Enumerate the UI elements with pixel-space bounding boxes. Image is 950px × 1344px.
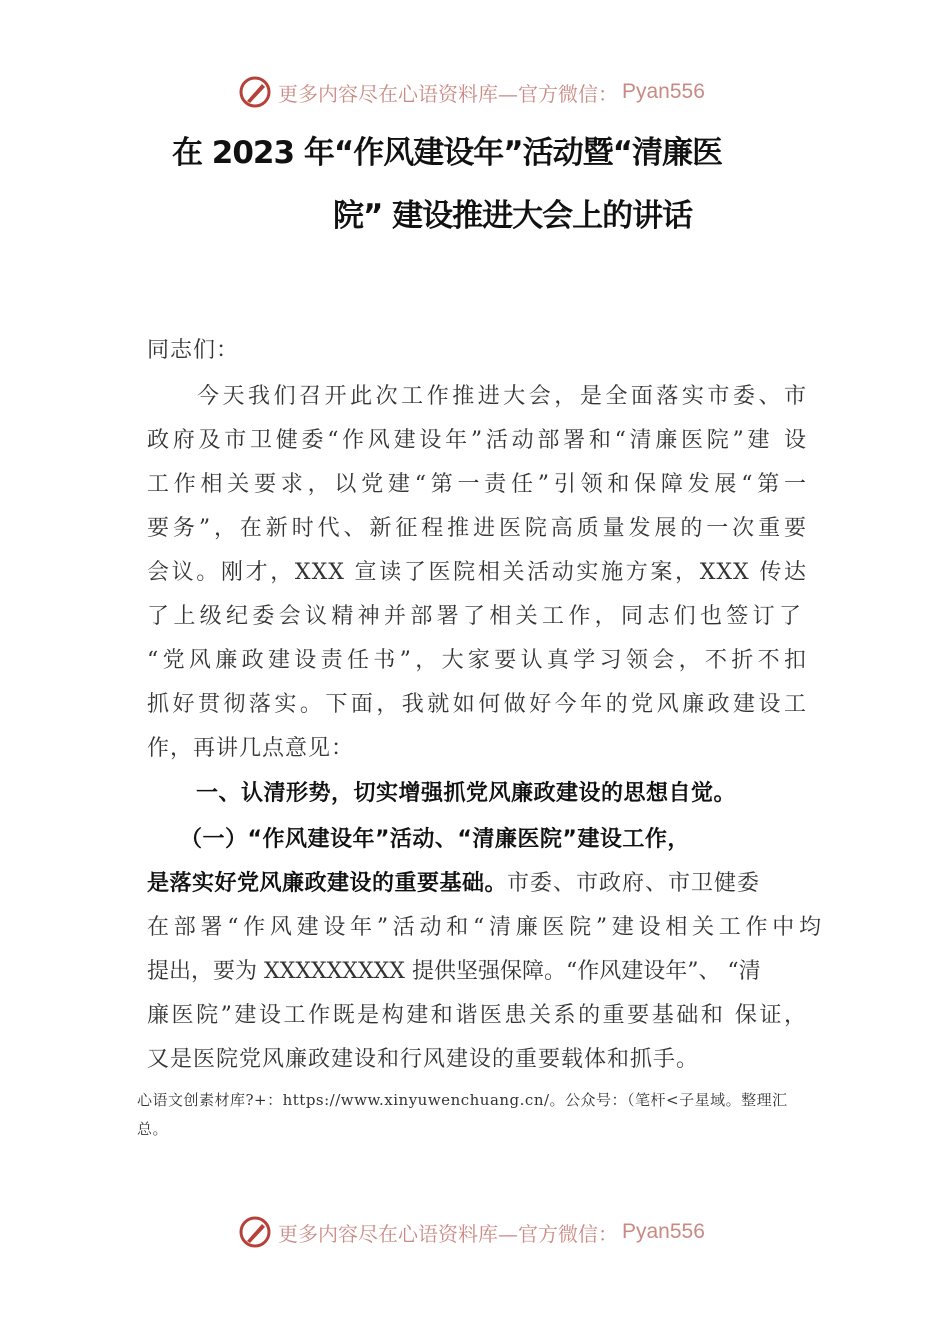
paragraph-line: 作，再讲几点意见： (147, 736, 355, 761)
page-title-line2: 院” 建设推进大会上的讲话 (333, 198, 693, 234)
paragraph-line: 在部署“作风建设年”活动和“清廉医院”建设相关工作中均 (147, 915, 822, 940)
paragraph-line: 今天我们召开此次工作推进大会，是全面落实市委、市 (197, 384, 807, 409)
paragraph-line: 工作相关要求，以党建“第一责任”引领和保障发展“第一 (147, 472, 807, 497)
subsection-heading: （一）“作风建设年”活动、“清廉医院”建设工作， (180, 827, 690, 852)
pen-logo-icon (238, 75, 272, 109)
paragraph-line: 要务”，在新时代、新征程推进医院高质量发展的一次重要 (147, 516, 807, 541)
watermark-wechat: Pyan556 (622, 80, 705, 103)
page-title-line1: 在 2023 年“作风建设年”活动暨“清廉医 (172, 135, 722, 171)
paragraph-text: 市委、市政府、市卫健委 (507, 871, 761, 896)
paragraph-line: “党风廉政建设责任书”，大家要认真学习领会，不折不扣 (147, 648, 807, 673)
watermark-header (238, 74, 705, 110)
paragraph-line: 又是医院党风廉政建设和行风建设的重要载体和抓手。 (147, 1047, 700, 1072)
paragraph-line: 廉医院”建设工作既是构建和谐医患关系的重要基础和 保证， (147, 1003, 807, 1028)
pen-logo-icon (238, 1215, 272, 1249)
source-note: 心语文创素材库?+：https://www.xinyuwenchuang.cn/。公众号：（笔杆<子星域。整理汇 (137, 1091, 788, 1109)
paragraph-line: 会议。刚才，XXX 宣读了医院相关活动实施方案，XXX 传达 (147, 560, 807, 585)
paragraph-line: 提出，要为 XXXXXXXXX 提供坚强保障。“作风建设年”、 “清 (147, 959, 761, 984)
watermark-wechat: Pyan556 (622, 1220, 705, 1243)
subsection-heading-cont: 是落实好党风廉政建设的重要基础。 (147, 871, 508, 896)
paragraph-line (147, 869, 807, 899)
paragraph-line: 政府及市卫健委“作风建设年”活动部署和“清廉医院”建 设 (147, 428, 807, 453)
section-heading: 一、认清形势，切实增强抓党风廉政建设的思想自觉。 (196, 781, 737, 806)
paragraph-line: 抓好贯彻落实。下面，我就如何做好今年的党风廉政建设工 (147, 692, 807, 717)
source-note: 总。 (137, 1120, 169, 1138)
watermark-text: 更多内容尽在心语资料库—官方微信： (278, 1221, 618, 1246)
watermark-footer (238, 1214, 705, 1250)
paragraph-line: 了上级纪委会议精神并部署了相关工作，同志们也签订了 (147, 604, 802, 629)
watermark-text: 更多内容尽在心语资料库—官方微信： (278, 81, 618, 106)
salutation: 同志们： (147, 338, 240, 363)
